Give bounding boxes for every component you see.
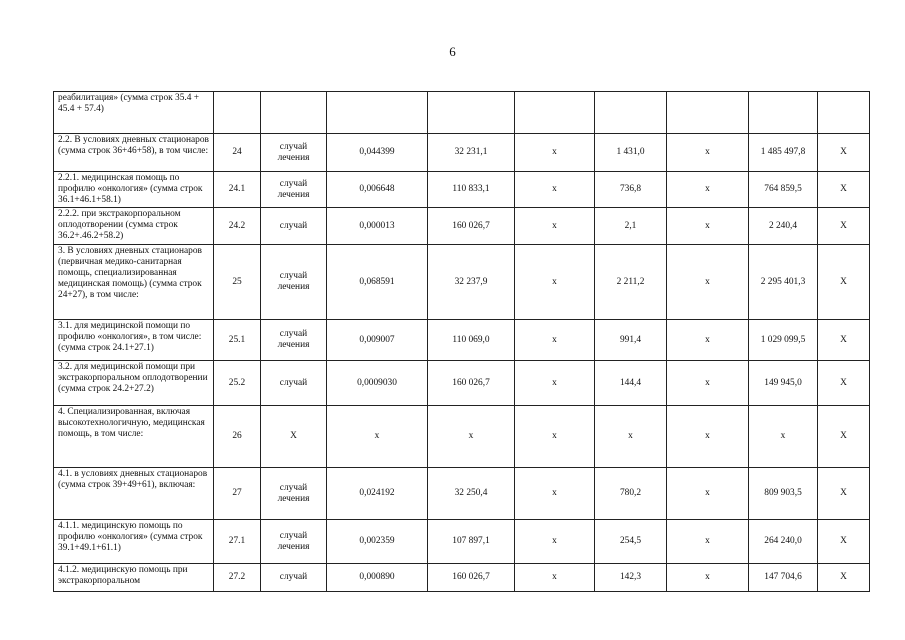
cell-col6: х	[515, 134, 595, 172]
cell-code: 25.2	[214, 361, 261, 406]
cell-code: 26	[214, 406, 261, 468]
cell-col7: 2 211,2	[595, 245, 667, 320]
cell-col9: х	[749, 406, 818, 468]
cell-cost: 107 897,1	[428, 520, 515, 564]
cell-name: 3.1. для медицинской помощи по профилю «онкология», в том числе: (сумма строк 24.1+27.1)	[54, 320, 214, 361]
cell-col8: х	[667, 361, 749, 406]
cell-col6: х	[515, 406, 595, 468]
cell-code	[214, 92, 261, 134]
cell-cost: 160 026,7	[428, 361, 515, 406]
cell-col9: 809 903,5	[749, 468, 818, 520]
cell-col8: х	[667, 320, 749, 361]
cell-cost: 32 250,4	[428, 468, 515, 520]
cell-norm: 0,000013	[327, 208, 428, 245]
cell-unit: случай	[261, 208, 327, 245]
cell-unit	[261, 92, 327, 134]
cell-col9: 2 295 401,3	[749, 245, 818, 320]
cell-col9: 264 240,0	[749, 520, 818, 564]
cell-cost: 110 833,1	[428, 172, 515, 208]
cell-cost: 32 237,9	[428, 245, 515, 320]
cell-col10: X	[818, 320, 870, 361]
cell-col7: 1 431,0	[595, 134, 667, 172]
table-row	[54, 245, 870, 320]
table-row	[54, 172, 870, 208]
cell-unit: случай	[261, 361, 327, 406]
cell-col8: х	[667, 406, 749, 468]
cell-name: 3. В условиях дневных стационаров (первичная медико-санитарная помощь, специализированная медицинская помощь) (сумма строк 24+27), в том числе:	[54, 245, 214, 320]
cell-norm: 0,024192	[327, 468, 428, 520]
table-row	[54, 208, 870, 245]
cell-code: 27.2	[214, 564, 261, 592]
cell-name: 4.1.2. медицинскую помощь при экстракорпоральном	[54, 564, 214, 592]
cell-col6: х	[515, 468, 595, 520]
cell-col8: х	[667, 468, 749, 520]
cell-col6: х	[515, 208, 595, 245]
cell-col8: х	[667, 134, 749, 172]
cell-col7: 2,1	[595, 208, 667, 245]
cell-code: 27	[214, 468, 261, 520]
cell-cost	[428, 92, 515, 134]
table-row	[54, 92, 870, 134]
cell-col7: 254,5	[595, 520, 667, 564]
data-table	[53, 91, 870, 592]
cell-norm: 0,000890	[327, 564, 428, 592]
cell-unit: случай лечения	[261, 134, 327, 172]
cell-unit: случай	[261, 564, 327, 592]
cell-col7: 991,4	[595, 320, 667, 361]
cell-name: реабилитация» (сумма строк 35.4 + 45.4 + 57.4)	[54, 92, 214, 134]
table-row	[54, 564, 870, 592]
cell-col10: X	[818, 245, 870, 320]
cell-cost: 110 069,0	[428, 320, 515, 361]
cell-norm: 0,009007	[327, 320, 428, 361]
cell-col6: х	[515, 320, 595, 361]
cell-col7: 736,8	[595, 172, 667, 208]
table-row	[54, 320, 870, 361]
cell-col7	[595, 92, 667, 134]
cell-col6: х	[515, 245, 595, 320]
cell-unit: случай лечения	[261, 520, 327, 564]
cell-unit: X	[261, 406, 327, 468]
cell-col6: х	[515, 520, 595, 564]
cell-col9	[749, 92, 818, 134]
cell-col9: 149 945,0	[749, 361, 818, 406]
cell-norm	[327, 92, 428, 134]
cell-col7: 144,4	[595, 361, 667, 406]
cell-unit: случай лечения	[261, 172, 327, 208]
cell-col7: х	[595, 406, 667, 468]
cell-name: 4. Специализированная, включая высокотехнологичную, медицинская помощь, в том числе:	[54, 406, 214, 468]
cell-name: 2.2.2. при экстракорпоральном оплодотворении (сумма строк 36.2+.46.2+58.2)	[54, 208, 214, 245]
cell-cost: 160 026,7	[428, 564, 515, 592]
table-row	[54, 361, 870, 406]
cell-col8: х	[667, 245, 749, 320]
cell-col10: X	[818, 134, 870, 172]
cell-code: 24.1	[214, 172, 261, 208]
cell-col8: х	[667, 172, 749, 208]
cell-col9: 147 704,6	[749, 564, 818, 592]
cell-col6: х	[515, 361, 595, 406]
cell-col9: 1 485 497,8	[749, 134, 818, 172]
cell-norm: 0,006648	[327, 172, 428, 208]
cell-col10: X	[818, 406, 870, 468]
table-row	[54, 134, 870, 172]
cell-col8	[667, 92, 749, 134]
cell-col10: X	[818, 468, 870, 520]
cell-name: 2.2. В условиях дневных стационаров (сумма строк 36+46+58), в том числе:	[54, 134, 214, 172]
cell-name: 2.2.1. медицинская помощь по профилю «онкология» (сумма строк 36.1+46.1+58.1)	[54, 172, 214, 208]
cell-cost: х	[428, 406, 515, 468]
cell-norm: 0,0009030	[327, 361, 428, 406]
cell-col10: X	[818, 208, 870, 245]
cell-code: 25	[214, 245, 261, 320]
cell-name: 3.2. для медицинской помощи при экстракорпоральном оплодотворении (сумма строк 24.2+27.2)	[54, 361, 214, 406]
cell-col8: х	[667, 564, 749, 592]
cell-col9: 2 240,4	[749, 208, 818, 245]
cell-col10: X	[818, 361, 870, 406]
cell-cost: 32 231,1	[428, 134, 515, 172]
cell-cost: 160 026,7	[428, 208, 515, 245]
cell-col10: X	[818, 564, 870, 592]
cell-col8: х	[667, 208, 749, 245]
cell-col6: х	[515, 564, 595, 592]
cell-norm: 0,044399	[327, 134, 428, 172]
cell-norm: 0,002359	[327, 520, 428, 564]
cell-unit: случай лечения	[261, 245, 327, 320]
cell-code: 24	[214, 134, 261, 172]
cell-col10	[818, 92, 870, 134]
cell-col7: 780,2	[595, 468, 667, 520]
cell-col9: 1 029 099,5	[749, 320, 818, 361]
cell-code: 24.2	[214, 208, 261, 245]
cell-unit: случай лечения	[261, 320, 327, 361]
cell-col6	[515, 92, 595, 134]
cell-col10: X	[818, 520, 870, 564]
cell-norm: 0,068591	[327, 245, 428, 320]
cell-code: 27.1	[214, 520, 261, 564]
table-row	[54, 468, 870, 520]
cell-col8: х	[667, 520, 749, 564]
table-row	[54, 406, 870, 468]
page-number: 6	[449, 44, 456, 59]
cell-norm: х	[327, 406, 428, 468]
cell-col6: х	[515, 172, 595, 208]
cell-col7: 142,3	[595, 564, 667, 592]
cell-col10: X	[818, 172, 870, 208]
cell-code: 25.1	[214, 320, 261, 361]
cell-name: 4.1.1. медицинскую помощь по профилю «онкология» (сумма строк 39.1+49.1+61.1)	[54, 520, 214, 564]
table-row	[54, 520, 870, 564]
cell-col9: 764 859,5	[749, 172, 818, 208]
cell-unit: случай лечения	[261, 468, 327, 520]
cell-name: 4.1. в условиях дневных стационаров (сумма строк 39+49+61), включая:	[54, 468, 214, 520]
